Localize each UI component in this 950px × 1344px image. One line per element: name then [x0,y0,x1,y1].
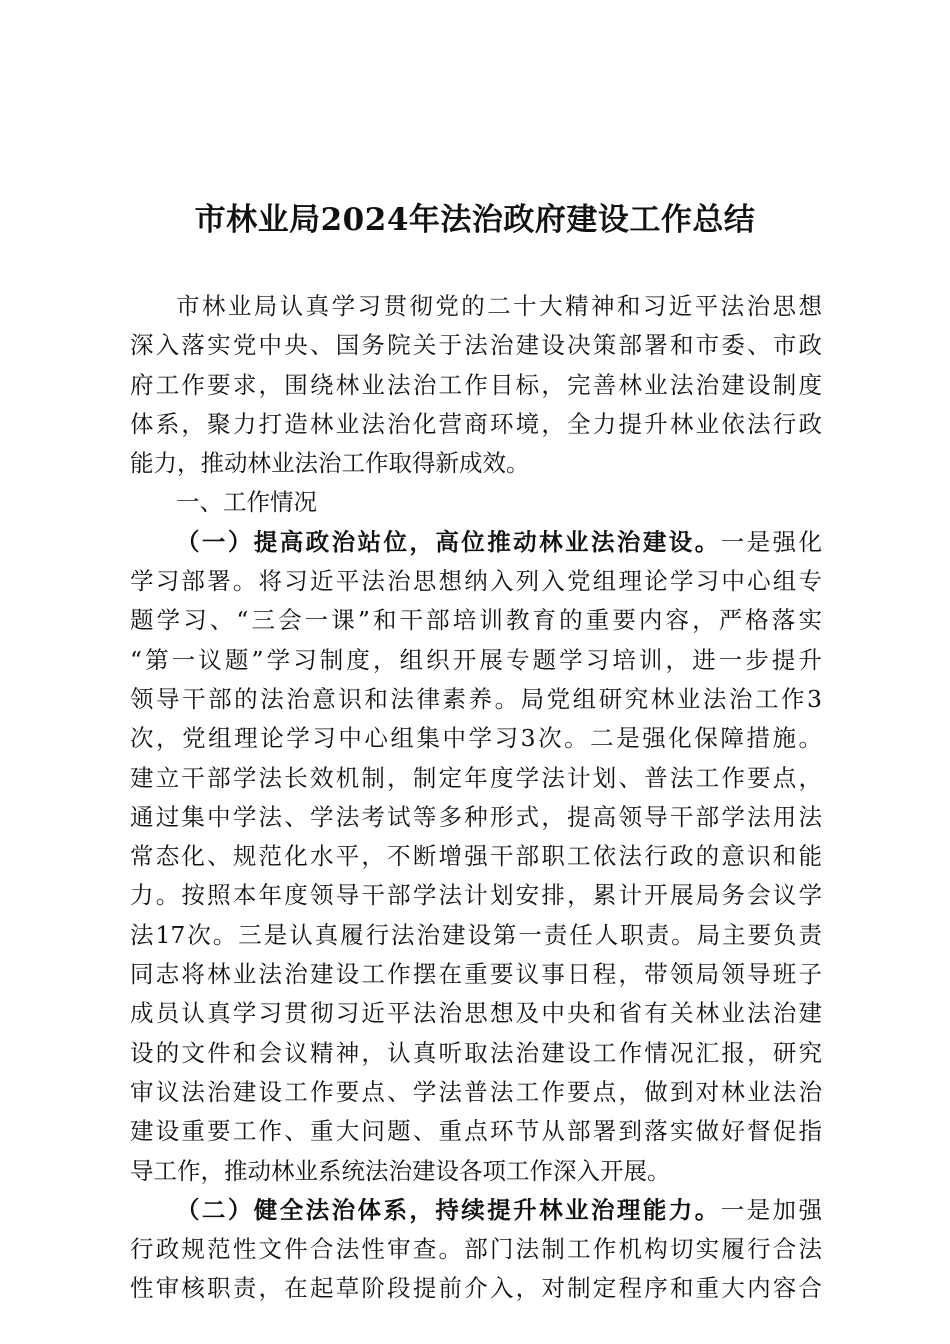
subsection-heading: （一）提高政治站位，高位推动林业法治建设。 [176,527,721,556]
paragraph-line: 力。按照本年度领导干部学法计划安排，累计开展局务会议学 [130,881,822,910]
subsection-line [130,1191,822,1230]
paragraph-line: 法17次。三是认真履行法治建设第一责任人职责。局主要负责 [130,920,822,949]
paragraph-line: 体系，聚力打造林业法治化营商环境，全力提升林业依法行政 [130,409,822,438]
paragraph-line: 常态化、规范化水平，不断增强干部职工依法行政的意识和能 [130,842,822,871]
paragraph-line: 学习部署。将习近平法治思想纳入列入党组理论学习中心组专 [130,567,822,596]
paragraph-line: 审议法治建设工作要点、学法普法工作要点，做到对林业法治 [130,1077,822,1106]
paragraph-line: 府工作要求，围绕林业法治工作目标，完善林业法治建设制度 [130,370,822,399]
subsection-heading: （二）健全法治体系，持续提升林业治理能力。 [176,1195,721,1224]
document-body [130,287,822,1309]
paragraph-line: “第一议题”学习制度，组织开展专题学习培训，进一步提升 [130,645,822,674]
paragraph-line: 能力，推动林业法治工作取得新成效。 [130,449,530,478]
paragraph-line: 市林业局认真学习贯彻党的二十大精神和习近平法治思想 [176,292,822,320]
document-title: 市林业局2024年法治政府建设工作总结 [194,202,756,238]
paragraph-line: 题学习、“三会一课”和干部培训教育的重要内容，严格落实 [130,606,822,635]
paragraph-line: 领导干部的法治意识和法律素养。局党组研究林业法治工作3 [130,684,822,713]
paragraph-line: 成员认真学习贯彻习近平法治思想及中央和省有关林业法治建 [130,999,822,1028]
paragraph-line: 建设重要工作、重大问题、重点环节从部署到落实做好督促指 [130,1117,822,1146]
section-heading: 一、工作情况 [176,488,317,517]
paragraph-line: 行政规范性文件合法性审查。部门法制工作机构切实履行合法 [130,1235,822,1264]
paragraph-line: 次，党组理论学习中心组集中学习3次。二是强化保障措施。 [130,724,822,753]
paragraph-line: 性审核职责，在起草阶段提前介入，对制定程序和重大内容合 [130,1274,822,1303]
subsection-text: 一是加强 [720,1195,822,1224]
subsection-text: 一是强化 [720,527,822,556]
paragraph-line: 导工作，推动林业系统法治建设各项工作深入开展。 [130,1156,671,1185]
subsection-line [130,523,822,562]
paragraph-line: 通过集中学法、学法考试等多种形式，提高领导干部学法用法 [130,802,822,831]
paragraph-line: 深入落实党中央、国务院关于法治建设决策部署和市委、市政 [130,331,822,360]
paragraph-line: 同志将林业法治建设工作摆在重要议事日程，带领局领导班子 [130,960,822,989]
paragraph-line: 建立干部学法长效机制，制定年度学法计划、普法工作要点， [130,763,822,792]
paragraph-line: 设的文件和会议精神，认真听取法治建设工作情况汇报，研究 [130,1038,822,1067]
